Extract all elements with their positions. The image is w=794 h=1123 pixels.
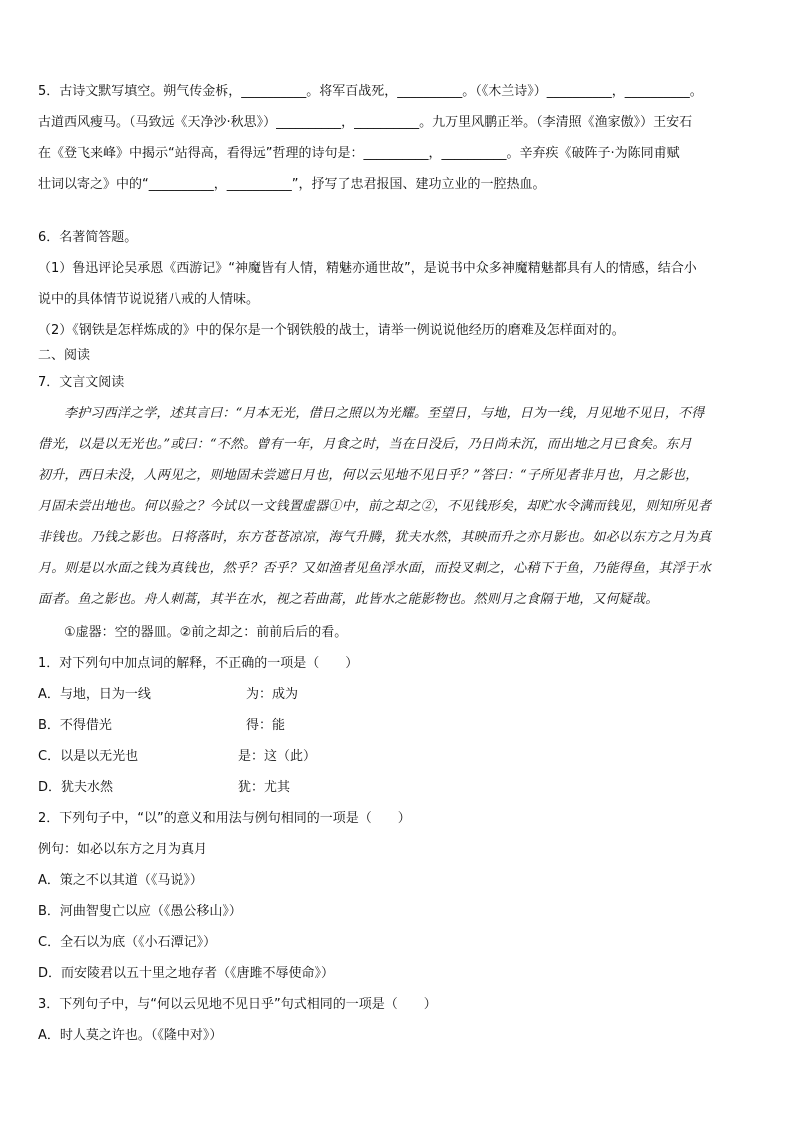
q5-line-1: 5．古诗文默写填空。朔气传金柝，__________。将军百战死，__________。（《木兰诗》）__________，__________。: [38, 84, 703, 99]
q7-passage-line-3: 初升，西日未没，人两见之，则地固未尝遮日月也，何以云见地不见日乎？”答曰：“子所见者非月也，月之影也，: [38, 468, 699, 483]
q1-stem: 1．对下列句中加点词的解释，不正确的一项是（ ）: [38, 656, 359, 671]
q5-line-3: 在《登飞来峰》中揭示“站得高，看得远”哲理的诗句是：__________，__________。辛弃疾《破阵子·为陈同甫赋: [38, 146, 680, 161]
q3-stem: 3．下列句子中，与“何以云见地不见日乎”句式相同的一项是（ ）: [38, 997, 437, 1012]
q1-option-d: D．犹夫水然: [38, 780, 114, 795]
q3-option-a: A．时人莫之许也。（《隆中对》）: [38, 1028, 223, 1043]
q2-option-c: C．全石以为底（《小石潭记》）: [38, 935, 217, 950]
q1-option-c: C．以是以无光也: [38, 749, 139, 764]
q1-option-b-gloss: 得：能: [246, 718, 286, 733]
q1-option-a-gloss: 为：成为: [246, 687, 299, 702]
q2-option-a: A．策之不以其道（《马说》）: [38, 873, 203, 888]
q7-passage-line-5: 非钱也。乃钱之影也。日将落时，东方苍苍凉凉，海气升腾，犹夫水然，其映而升之亦月影也。如必以东方之月为真: [38, 530, 712, 545]
q2-option-d: D．而安陵君以五十里之地存者（《唐雎不辱使命》）: [38, 966, 335, 981]
q5-line-4: 壮词以寄之》中的“__________，__________”，抒写了忠君报国、建功立业的一腔热血。: [38, 177, 546, 192]
q7-note: ①虚器：空的器皿。②前之却之：前前后后的看。: [64, 625, 348, 640]
section-heading: 二、阅读: [38, 348, 91, 363]
q1-option-b: B．不得借光: [38, 718, 112, 733]
q6-line-1: （1）鲁迅评论吴承恩《西游记》“神魔皆有人情，精魅亦通世故”，是说书中众多神魔精魅都具有人的情感，结合小: [38, 261, 697, 276]
q7-title: 7．文言文阅读: [38, 375, 125, 390]
q2-stem: 2．下列句子中，“以”的意义和用法与例句相同的一项是（ ）: [38, 811, 411, 826]
q7-passage-line-2: 借光，以是以无光也。”或曰：“不然。曾有一年，月食之时，当在日没后，乃日尚未沉，而出地之月已食矣。东月: [38, 437, 692, 452]
q6-line-3: （2）《钢铁是怎样炼成的》中的保尔是一个钢铁般的战士，请举一例说说他经历的磨难及怎样面对的。: [38, 323, 625, 338]
q6-line-2: 说中的具体情节说说猪八戒的人情味。: [38, 292, 260, 307]
q7-passage-line-6: 月。则是以水面之钱为真钱也，然乎？否乎？又如渔者见鱼浮水面，而投叉刺之，心稍下于鱼，乃能得鱼，其浮于水: [38, 561, 712, 576]
q2-option-b: B．河曲智叟亡以应（《愚公移山》）: [38, 904, 242, 919]
q7-passage-line-1: 李护习西洋之学，述其言曰：“月本无光，借日之照以为光耀。至望日，与地，日为一线，月见地不见日，不得: [64, 406, 705, 421]
q1-option-a: A．与地，日为一线: [38, 687, 151, 702]
q2-example: 例句：如必以东方之月为真月: [38, 842, 208, 857]
q7-passage-line-4: 月固未尝出地也。何以验之？今试以一文钱置虚器①中，前之却之②，不见钱形矣，却贮水令满而钱见，则知所见者: [38, 499, 712, 514]
q5-line-2: 古道西风瘦马。（马致远《天净沙·秋思》）__________，__________。九万里风鹏正举。（李清照《渔家傲》）王安石: [38, 115, 693, 130]
q6-title: 6．名著简答题。: [38, 230, 138, 245]
q1-option-c-gloss: 是：这（此）: [238, 749, 317, 764]
q7-passage-line-7: 面者。鱼之影也。舟人刺蒿，其半在水，视之若曲蒿，此皆水之能影物也。然则月之食隔于地，又何疑哉。: [38, 592, 659, 607]
q1-option-d-gloss: 犹：尤其: [238, 780, 291, 795]
